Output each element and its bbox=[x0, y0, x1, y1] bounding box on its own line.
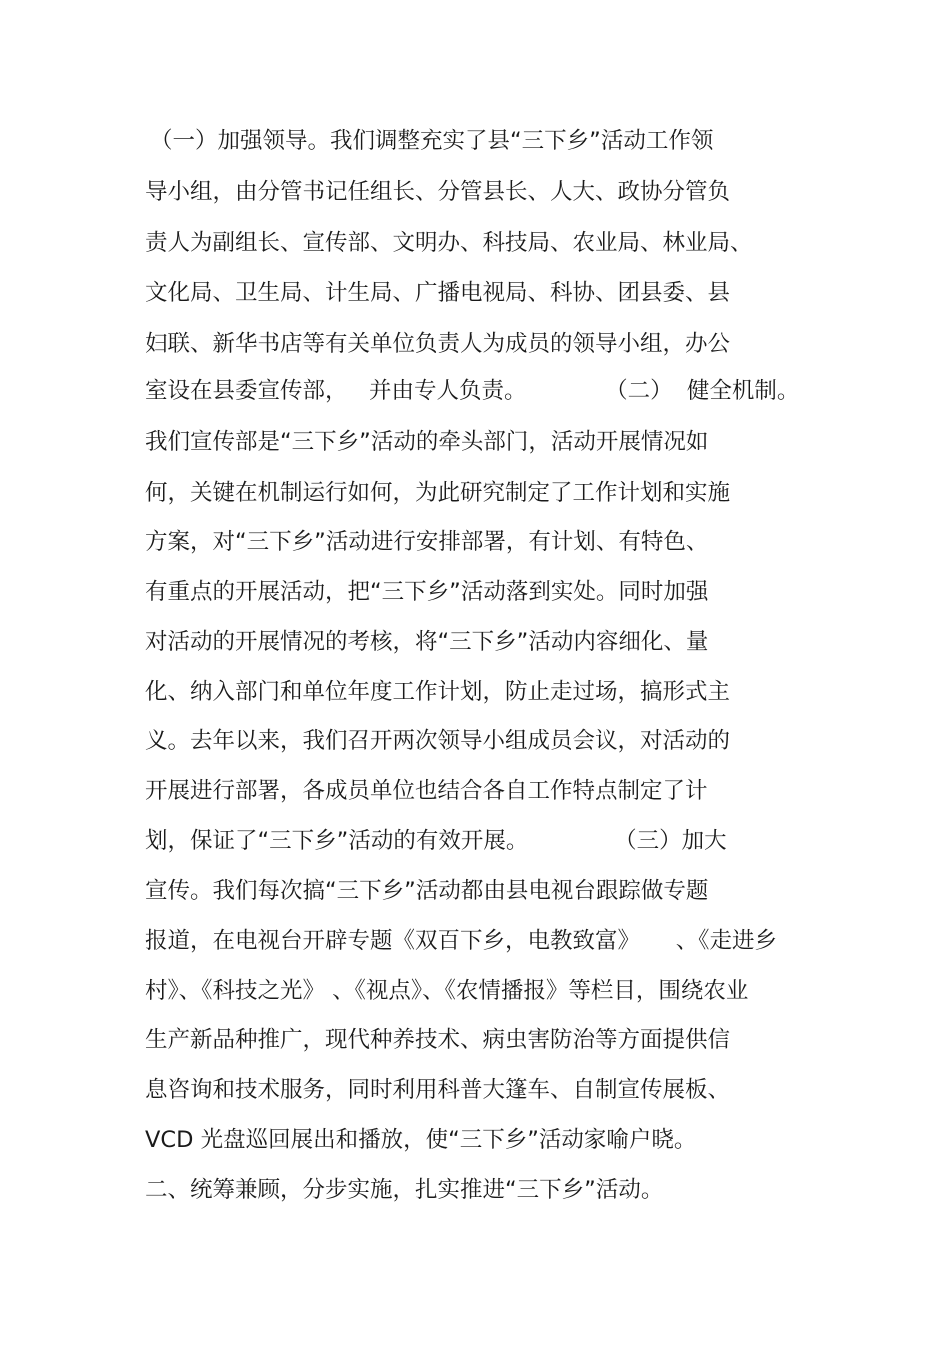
text-line: 化、纳入部门和单位年度工作计划，防止走过场，搞形式主 bbox=[145, 679, 731, 705]
text-line: 二、统筹兼顾，分步实施，扎实推进“三下乡”活动。 bbox=[145, 1177, 664, 1203]
text-line: 对活动的开展情况的考核，将“三下乡”活动内容细化、量 bbox=[145, 629, 709, 655]
text-line: 有重点的开展活动，把“三下乡”活动落到实处。同时加强 bbox=[145, 579, 709, 605]
text-line: 划，保证了“三下乡”活动的有效开展。 （三）加大 bbox=[145, 828, 727, 854]
text-line: 妇联、新华书店等有关单位负责人为成员的领导小组，办公 bbox=[145, 331, 731, 357]
text-line: 责人为副组长、宣传部、文明办、科技局、农业局、林业局、 bbox=[145, 230, 753, 256]
text-line: 方案，对“三下乡”活动进行安排部署，有计划、有特色、 bbox=[145, 529, 709, 555]
text-line: 义。去年以来，我们召开两次领导小组成员会议，对活动的 bbox=[145, 728, 731, 754]
text-line: （一）加强领导。我们调整充实了县“三下乡”活动工作领 bbox=[150, 128, 714, 154]
text-line: 室设在县委宣传部， 并由专人负责。 （二） 健全机制。 bbox=[145, 378, 800, 404]
text-line: 息咨询和技术服务，同时利用科普大篷车、自制宣传展板、 bbox=[145, 1077, 731, 1103]
text-line: 开展进行部署，各成员单位也结合各自工作特点制定了计 bbox=[145, 778, 708, 804]
text-line: 何，关键在机制运行如何，为此研究制定了工作计划和实施 bbox=[145, 480, 731, 506]
text-line: 文化局、卫生局、计生局、广播电视局、科协、团县委、县 bbox=[145, 280, 731, 306]
text-line: 导小组，由分管书记任组长、分管县长、人大、政协分管负 bbox=[145, 179, 731, 205]
text-line: 生产新品种推广，现代种养技术、病虫害防治等方面提供信 bbox=[145, 1027, 731, 1053]
text-line: 报道，在电视台开辟专题《双百下乡，电教致富》 、《走进乡 bbox=[145, 928, 778, 954]
text-line: VCD 光盘巡回展出和播放，使“三下乡”活动家喻户晓。 bbox=[145, 1127, 697, 1153]
text-line: 宣传。我们每次搞“三下乡”活动都由县电视台跟踪做专题 bbox=[145, 878, 709, 904]
text-line: 村》、《科技之光》 、《视点》、《农情播报》等栏目，围绕农业 bbox=[145, 978, 749, 1004]
text-line: 我们宣传部是“三下乡”活动的牵头部门，活动开展情况如 bbox=[145, 429, 709, 455]
